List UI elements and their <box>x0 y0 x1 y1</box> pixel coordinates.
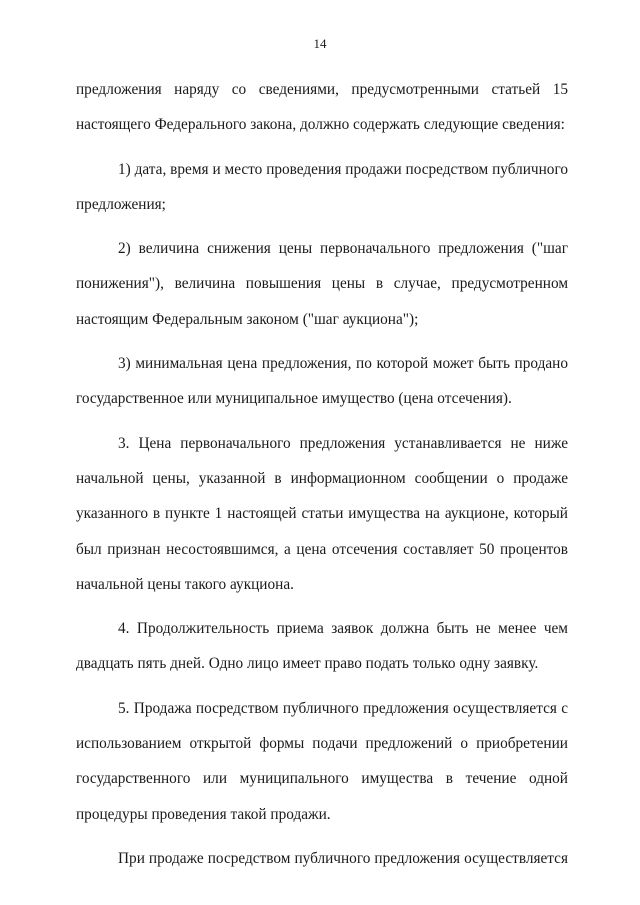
text-line: двадцать пять дней. Одно лицо имеет право подать только одну заявку. <box>76 655 539 673</box>
text-line: 5. Продажа посредством публичного предложения осуществляется с <box>118 699 568 717</box>
text-line: процедуры проведения такой продажи. <box>76 805 331 823</box>
text-line: государственного или муниципального имущества в течение одной <box>76 770 568 788</box>
text-line: 3. Цена первоначального предложения устанавливается не ниже <box>118 434 568 452</box>
text-line: При продаже посредством публичного предложения осуществляется <box>118 849 568 867</box>
paragraph-continuation <box>76 841 568 876</box>
paragraph-clause-4 <box>76 611 568 682</box>
text-line: предложения наряду со сведениями, предусмотренными статьей 15 <box>76 81 568 98</box>
paragraph-clause-5 <box>76 691 568 832</box>
text-line: 1) дата, время и место проведения продажи посредством публичного <box>118 160 568 178</box>
text-line: настоящим Федеральным законом ("шаг аукциона"); <box>76 310 419 328</box>
text-line: понижения"), величина повышения цены в случае, предусмотренном <box>76 275 568 293</box>
paragraph-clause-3 <box>76 426 568 602</box>
text-line: начальной цены такого аукциона. <box>76 575 294 593</box>
paragraph-item-2 <box>76 231 568 337</box>
text-line: 4. Продолжительность приема заявок должна быть не менее чем <box>118 620 568 638</box>
body-text <box>76 72 568 876</box>
text-line: 3) минимальная цена предложения, по которой может быть продано <box>118 355 568 373</box>
paragraph-item-3 <box>76 346 568 417</box>
text-line: начальной цены, указанной в информационном сообщении о продаже <box>76 469 568 487</box>
paragraph-intro <box>76 72 568 143</box>
text-line: настоящего Федерального закона, должно содержать следующие сведения: <box>76 116 565 134</box>
text-line: 2) величина снижения цены первоначального предложения ("шаг <box>118 240 568 258</box>
page-number: 14 <box>313 36 327 51</box>
paragraph-item-1 <box>76 152 568 223</box>
text-line: государственное или муниципальное имущество (цена отсечения). <box>76 390 512 408</box>
text-line: указанного в пункте 1 настоящей статьи имущества на аукционе, который <box>76 505 568 523</box>
text-line: предложения; <box>76 195 166 213</box>
text-line: использованием открытой формы подачи предложений о приобретении <box>76 735 568 753</box>
text-line: был признан несостоявшимся, а цена отсечения составляет 50 процентов <box>76 540 568 558</box>
